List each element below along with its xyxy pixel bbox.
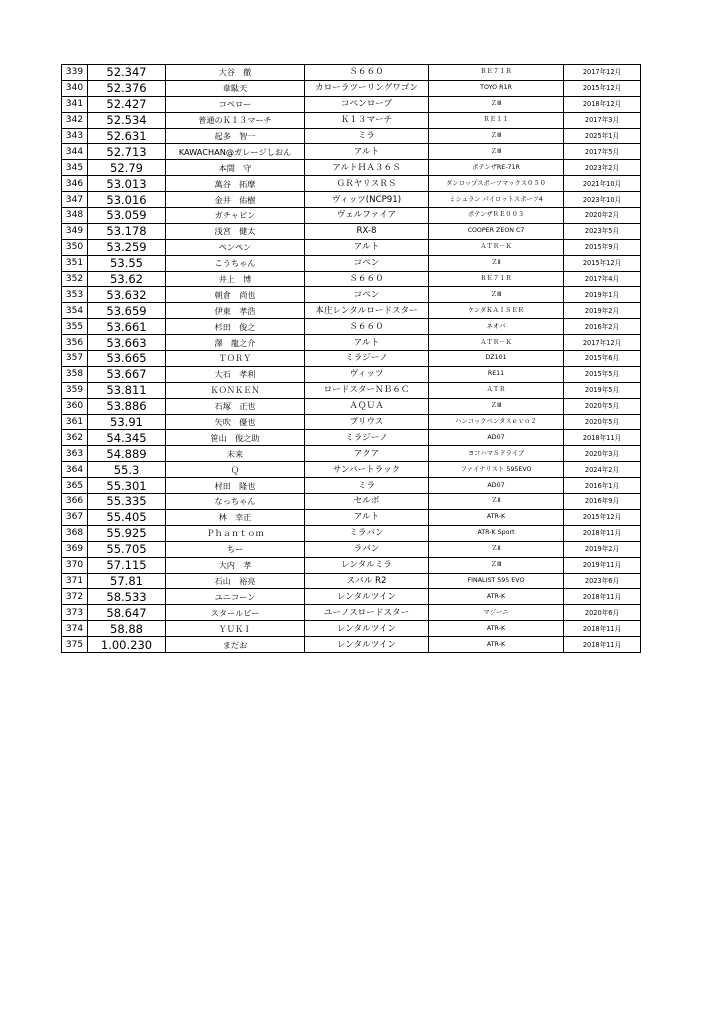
lap-time: 52.427 [88, 96, 166, 112]
car-model: カローラツーリングワゴン [305, 80, 429, 96]
rank-number: 369 [62, 541, 88, 557]
rank-number: 341 [62, 96, 88, 112]
driver-name: 朝倉 尚也 [166, 287, 305, 303]
table-row [62, 96, 641, 112]
driver-name: ちー [166, 541, 305, 557]
record-date: 2017年3月 [564, 112, 641, 128]
record-date: 2018年11月 [564, 621, 641, 637]
tire-brand: ハンコックベンタスｅｖｏ２ [429, 414, 564, 430]
lap-time: 52.534 [88, 112, 166, 128]
lap-time: 57.115 [88, 557, 166, 573]
record-date: 2017年12月 [564, 335, 641, 351]
rank-number: 373 [62, 605, 88, 621]
driver-name: ガチャピン [166, 208, 305, 224]
rank-number: 354 [62, 303, 88, 319]
lap-time: 53.811 [88, 382, 166, 398]
ranking-table-body [62, 65, 641, 653]
tire-brand: ヨコハマＳドライブ [429, 446, 564, 462]
lap-time: 53.663 [88, 335, 166, 351]
tire-brand: ポテンザＲＥ００３ [429, 208, 564, 224]
table-row [62, 462, 641, 478]
record-date: 2015年12月 [564, 80, 641, 96]
car-model: 本庄レンタルロードスター [305, 303, 429, 319]
tire-brand: ＺⅢ [429, 398, 564, 414]
rank-number: 374 [62, 621, 88, 637]
tire-brand: DZ101 [429, 351, 564, 367]
table-row [62, 335, 641, 351]
tire-brand: ＺⅢ [429, 557, 564, 573]
car-model: レンタルツイン [305, 589, 429, 605]
tire-brand: ＡＴＲ [429, 382, 564, 398]
record-date: 2024年2月 [564, 462, 641, 478]
tire-brand: ＺⅢ [429, 128, 564, 144]
car-model: ミラ [305, 128, 429, 144]
driver-name: 起多 智一 [166, 128, 305, 144]
lap-time: 53.632 [88, 287, 166, 303]
driver-name: 伊東 孝浩 [166, 303, 305, 319]
tire-brand: ＲＥ１１ [429, 112, 564, 128]
rank-number: 370 [62, 557, 88, 573]
tire-brand: ＺⅢ [429, 144, 564, 160]
tire-brand: ＲＥ７１Ｒ [429, 271, 564, 287]
driver-name: Ｐｈａｎｔｏｍ [166, 525, 305, 541]
table-row [62, 382, 641, 398]
lap-time: 52.631 [88, 128, 166, 144]
driver-name: 井上 博 [166, 271, 305, 287]
lap-time: 55.925 [88, 525, 166, 541]
record-date: 2023年6月 [564, 573, 641, 589]
rank-number: 365 [62, 478, 88, 494]
driver-name: 浅宮 健太 [166, 223, 305, 239]
lap-time: 53.667 [88, 366, 166, 382]
driver-name: スタールビー [166, 605, 305, 621]
tire-brand: ケンダＫＡＩＳＥＲ [429, 303, 564, 319]
tire-brand: ATR-K [429, 509, 564, 525]
car-model: セルボ [305, 494, 429, 510]
record-date: 2019年5月 [564, 382, 641, 398]
table-row [62, 319, 641, 335]
car-model: ヴィッツ(NCP91) [305, 192, 429, 208]
ranking-table [61, 64, 641, 653]
rank-number: 366 [62, 494, 88, 510]
rank-number: 364 [62, 462, 88, 478]
lap-time: 53.886 [88, 398, 166, 414]
car-model: アルト [305, 144, 429, 160]
rank-number: 368 [62, 525, 88, 541]
rank-number: 372 [62, 589, 88, 605]
tire-brand: ATR-K [429, 637, 564, 653]
car-model: ロードスターＮＢ６Ｃ [305, 382, 429, 398]
car-model: Ｓ６６０ [305, 271, 429, 287]
tire-brand: ATR-K [429, 589, 564, 605]
driver-name: 澤 龍之介 [166, 335, 305, 351]
record-date: 2019年2月 [564, 541, 641, 557]
car-model: レンタルミラ [305, 557, 429, 573]
rank-number: 340 [62, 80, 88, 96]
record-date: 2018年11月 [564, 525, 641, 541]
table-row [62, 351, 641, 367]
car-model: ミラ [305, 478, 429, 494]
table-row [62, 398, 641, 414]
record-date: 2020年2月 [564, 208, 641, 224]
tire-brand: ＺⅢ [429, 287, 564, 303]
rank-number: 360 [62, 398, 88, 414]
table-row [62, 605, 641, 621]
table-row [62, 208, 641, 224]
driver-name: 金井 佑樹 [166, 192, 305, 208]
lap-time: 53.259 [88, 239, 166, 255]
car-model: プリウス [305, 414, 429, 430]
driver-name: 未来 [166, 446, 305, 462]
driver-name: ＫＯＮＫＥＮ [166, 382, 305, 398]
lap-time: 55.405 [88, 509, 166, 525]
rank-number: 351 [62, 255, 88, 271]
driver-name: 杉田 俊之 [166, 319, 305, 335]
car-model: アルト [305, 239, 429, 255]
record-date: 2023年10月 [564, 192, 641, 208]
lap-time: 54.889 [88, 446, 166, 462]
record-date: 2019年2月 [564, 303, 641, 319]
rank-number: 350 [62, 239, 88, 255]
car-model: RX-8 [305, 223, 429, 239]
lap-time: 53.659 [88, 303, 166, 319]
car-model: コペン [305, 287, 429, 303]
record-date: 2021年10月 [564, 176, 641, 192]
driver-name: こうちゃん [166, 255, 305, 271]
driver-name: KAWACHAN@ガレージしおん [166, 144, 305, 160]
record-date: 2016年1月 [564, 478, 641, 494]
record-date: 2015年6月 [564, 351, 641, 367]
driver-name: ペンペン [166, 239, 305, 255]
record-date: 2019年1月 [564, 287, 641, 303]
table-row [62, 589, 641, 605]
driver-name: ユニコーン [166, 589, 305, 605]
car-model: ラパン [305, 541, 429, 557]
table-row [62, 366, 641, 382]
rank-number: 362 [62, 430, 88, 446]
table-row [62, 176, 641, 192]
tire-brand: ミシュラン パイロットスポーツ4 [429, 192, 564, 208]
driver-name: 矢吹 優也 [166, 414, 305, 430]
car-model: コペンローブ [305, 96, 429, 112]
car-model: アルトＨＡ３６Ｓ [305, 160, 429, 176]
car-model: レンタルツイン [305, 621, 429, 637]
driver-name: コペロー [166, 96, 305, 112]
driver-name: 大石 孝利 [166, 366, 305, 382]
driver-name: 本間 守 [166, 160, 305, 176]
lap-time: 53.013 [88, 176, 166, 192]
driver-name: 石塚 正也 [166, 398, 305, 414]
car-model: ヴィッツ [305, 366, 429, 382]
record-date: 2020年6月 [564, 605, 641, 621]
rank-number: 356 [62, 335, 88, 351]
lap-time: 52.376 [88, 80, 166, 96]
driver-name: ＴＯＲＹ [166, 351, 305, 367]
driver-name: ＹＵＫＩ [166, 621, 305, 637]
table-row [62, 160, 641, 176]
table-row [62, 446, 641, 462]
table-row [62, 494, 641, 510]
rank-number: 342 [62, 112, 88, 128]
record-date: 2017年4月 [564, 271, 641, 287]
table-row [62, 287, 641, 303]
table-row [62, 80, 641, 96]
table-row [62, 478, 641, 494]
car-model: ミラジーノ [305, 430, 429, 446]
tire-brand: TOYO R1R [429, 80, 564, 96]
tire-brand: AD07 [429, 478, 564, 494]
rank-number: 361 [62, 414, 88, 430]
table-row [62, 621, 641, 637]
rank-number: 359 [62, 382, 88, 398]
record-date: 2015年9月 [564, 239, 641, 255]
table-row [62, 112, 641, 128]
lap-time: 58.533 [88, 589, 166, 605]
rank-number: 358 [62, 366, 88, 382]
car-model: スバル R2 [305, 573, 429, 589]
record-date: 2018年11月 [564, 637, 641, 653]
lap-time: 52.79 [88, 160, 166, 176]
rank-number: 345 [62, 160, 88, 176]
driver-name: 普通のＫ１３マーチ [166, 112, 305, 128]
tire-brand: ファイナリスト 595EVO [429, 462, 564, 478]
table-row [62, 541, 641, 557]
driver-name: 大谷 徹 [166, 65, 305, 81]
lap-time: 52.347 [88, 65, 166, 81]
driver-name: 韋駄天 [166, 80, 305, 96]
rank-number: 355 [62, 319, 88, 335]
car-model: サンバートラック [305, 462, 429, 478]
record-date: 2025年1月 [564, 128, 641, 144]
rank-number: 363 [62, 446, 88, 462]
car-model: ＡＱＵＡ [305, 398, 429, 414]
record-date: 2017年5月 [564, 144, 641, 160]
table-row [62, 128, 641, 144]
lap-time: 53.62 [88, 271, 166, 287]
car-model: ミラバン [305, 525, 429, 541]
lap-time: 55.335 [88, 494, 166, 510]
driver-name: Ｑ [166, 462, 305, 478]
lap-time: 53.55 [88, 255, 166, 271]
record-date: 2016年2月 [564, 319, 641, 335]
rank-number: 343 [62, 128, 88, 144]
record-date: 2015年5月 [564, 366, 641, 382]
rank-number: 357 [62, 351, 88, 367]
rank-number: 349 [62, 223, 88, 239]
car-model: アルト [305, 509, 429, 525]
lap-time: 58.88 [88, 621, 166, 637]
tire-brand: ＺⅡ [429, 255, 564, 271]
record-date: 2018年11月 [564, 589, 641, 605]
driver-name: 林 幸正 [166, 509, 305, 525]
rank-number: 367 [62, 509, 88, 525]
rank-number: 346 [62, 176, 88, 192]
tire-brand: ＲＥ７１Ｒ [429, 65, 564, 81]
driver-name: 笹山 俊之助 [166, 430, 305, 446]
record-date: 2023年2月 [564, 160, 641, 176]
rank-number: 348 [62, 208, 88, 224]
tire-brand: AD07 [429, 430, 564, 446]
table-row [62, 192, 641, 208]
table-row [62, 573, 641, 589]
car-model: アクア [305, 446, 429, 462]
tire-brand: ＺⅡ [429, 494, 564, 510]
table-row [62, 509, 641, 525]
car-model: Ｓ６６０ [305, 65, 429, 81]
tire-brand: FINALIST 595 EVO [429, 573, 564, 589]
tire-brand: ＡＴＲ－Ｋ [429, 239, 564, 255]
table-row [62, 65, 641, 81]
record-date: 2020年5月 [564, 414, 641, 430]
table-row [62, 271, 641, 287]
record-date: 2020年3月 [564, 446, 641, 462]
table-row [62, 223, 641, 239]
tire-brand: ＺⅡ [429, 541, 564, 557]
driver-name: 石山 裕亮 [166, 573, 305, 589]
driver-name: 萬谷 拓摩 [166, 176, 305, 192]
tire-brand: ＺⅢ [429, 96, 564, 112]
rank-number: 375 [62, 637, 88, 653]
lap-time: 53.059 [88, 208, 166, 224]
rank-number: 352 [62, 271, 88, 287]
car-model: Ｓ６６０ [305, 319, 429, 335]
table-row [62, 525, 641, 541]
tire-brand: ネオバ [429, 319, 564, 335]
rank-number: 347 [62, 192, 88, 208]
driver-name: まだお [166, 637, 305, 653]
tire-brand: RE11 [429, 366, 564, 382]
car-model: ＧＲヤリスＲＳ [305, 176, 429, 192]
car-model: ヴェルファイア [305, 208, 429, 224]
tire-brand: ポテンザRE-71R [429, 160, 564, 176]
record-date: 2018年11月 [564, 430, 641, 446]
table-row [62, 255, 641, 271]
lap-time: 1.00.230 [88, 637, 166, 653]
driver-name: 大内 孝 [166, 557, 305, 573]
record-date: 2020年5月 [564, 398, 641, 414]
tire-brand: COOPER ZEON C7 [429, 223, 564, 239]
table-row [62, 557, 641, 573]
lap-time: 54.345 [88, 430, 166, 446]
lap-time: 53.91 [88, 414, 166, 430]
tire-brand: ATR-K [429, 621, 564, 637]
car-model: ミラジーノ [305, 351, 429, 367]
lap-time: 57.81 [88, 573, 166, 589]
record-date: 2018年12月 [564, 96, 641, 112]
record-date: 2016年9月 [564, 494, 641, 510]
table-row [62, 239, 641, 255]
table-row [62, 430, 641, 446]
table-row [62, 637, 641, 653]
record-date: 2015年12月 [564, 255, 641, 271]
lap-time: 55.3 [88, 462, 166, 478]
record-date: 2017年12月 [564, 65, 641, 81]
rank-number: 353 [62, 287, 88, 303]
tire-brand: ATR-K Sport [429, 525, 564, 541]
tire-brand: ＡＴＲ－Ｋ [429, 335, 564, 351]
car-model: コペン [305, 255, 429, 271]
car-model: アルト [305, 335, 429, 351]
table-row [62, 144, 641, 160]
driver-name: なっちゃん [166, 494, 305, 510]
lap-time: 58.647 [88, 605, 166, 621]
table-row [62, 414, 641, 430]
lap-time: 55.705 [88, 541, 166, 557]
table-row [62, 303, 641, 319]
rank-number: 344 [62, 144, 88, 160]
tire-brand: ダンロップスポーツマックス０５０ [429, 176, 564, 192]
car-model: ユーノスロードスター [305, 605, 429, 621]
tire-brand: マジーニ [429, 605, 564, 621]
record-date: 2015年12月 [564, 509, 641, 525]
car-model: レンタルツイン [305, 637, 429, 653]
lap-time: 53.661 [88, 319, 166, 335]
lap-time: 53.665 [88, 351, 166, 367]
lap-time: 55.301 [88, 478, 166, 494]
car-model: Ｋ１３マーチ [305, 112, 429, 128]
lap-time: 53.178 [88, 223, 166, 239]
rank-number: 371 [62, 573, 88, 589]
lap-time: 53.016 [88, 192, 166, 208]
record-date: 2019年11月 [564, 557, 641, 573]
lap-time: 52.713 [88, 144, 166, 160]
rank-number: 339 [62, 65, 88, 81]
driver-name: 村田 隆也 [166, 478, 305, 494]
record-date: 2023年5月 [564, 223, 641, 239]
